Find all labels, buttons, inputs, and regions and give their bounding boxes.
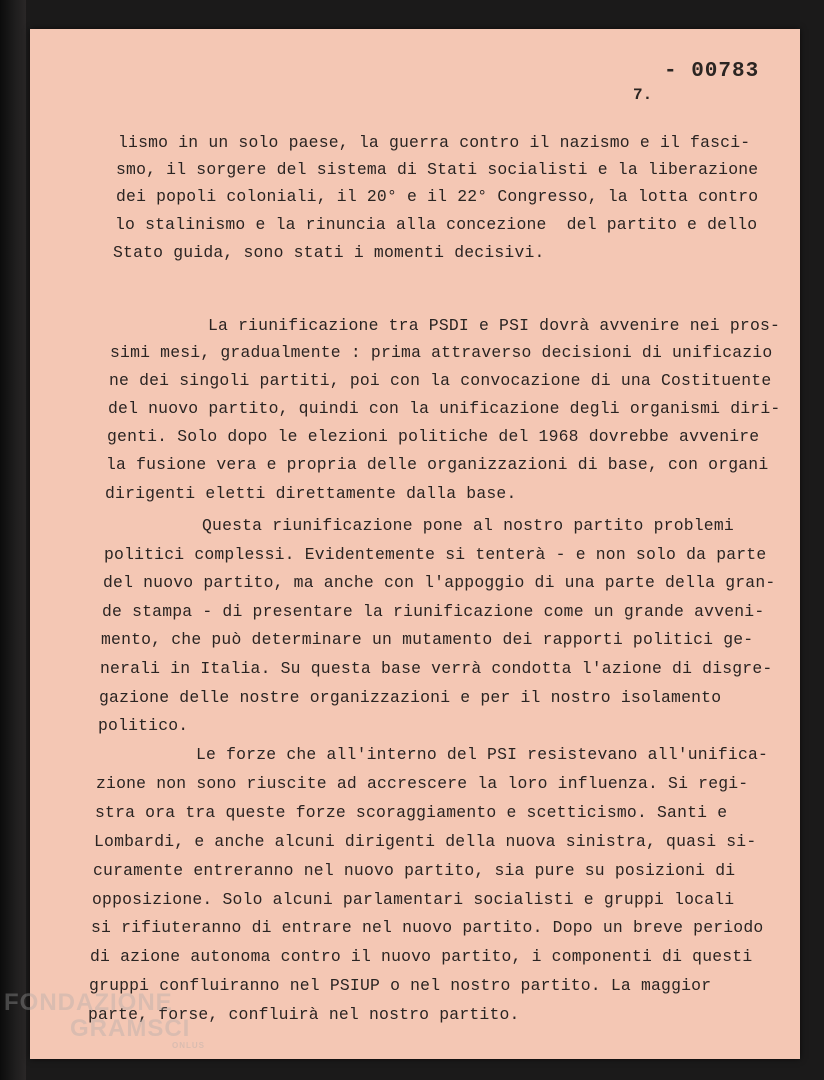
binder-edge [0, 0, 26, 1080]
text-line: la fusione vera e propria delle organizzazioni di base, con organi [106, 455, 769, 474]
text-line: nerali in Italia. Su questa base verrà condotta l'azione di disgre- [100, 659, 773, 678]
text-line: La riunificazione tra PSDI e PSI dovrà avvenire nei pros- [208, 316, 781, 335]
text-line: Lombardi, e anche alcuni dirigenti della nuova sinistra, quasi si- [94, 832, 757, 851]
text-line: parte, forse, confluirà nel nostro partito. [88, 1005, 520, 1024]
watermark-line-3: ONLUS [172, 1041, 205, 1050]
text-line: opposizione. Solo alcuni parlamentari socialisti e gruppi locali [92, 890, 735, 909]
text-line: del nuovo partito, ma anche con l'appoggio di una parte della gran- [103, 573, 776, 592]
text-line: si rifiuteranno di entrare nel nuovo partito. Dopo un breve periodo [91, 918, 764, 937]
text-line: dei popoli coloniali, il 20° e il 22° Congresso, la lotta contro [116, 187, 759, 206]
text-line: politico. [98, 716, 189, 735]
text-line: zione non sono riuscite ad accrescere la loro influenza. Si regi- [96, 774, 749, 793]
text-line: simi mesi, gradualmente : prima attraverso decisioni di unificazio [110, 343, 773, 362]
text-line: lismo in un solo paese, la guerra contro il nazismo e il fasci- [118, 133, 751, 152]
watermark-line-1: FONDAZIONE [4, 989, 173, 1016]
text-line: gruppi confluiranno nel PSIUP o nel nostro partito. La maggior [89, 976, 712, 995]
text-line: de stampa - di presentare la riunificazione come un grande avveni- [102, 602, 765, 621]
text-line: del nuovo partito, quindi con la unificazione degli organismi diri- [108, 399, 781, 418]
text-line: ne dei singoli partiti, poi con la convocazione di una Costituente [109, 371, 772, 390]
text-line: lo stalinismo e la rinuncia alla concezione del partito e dello [115, 215, 758, 234]
text-line: smo, il sorgere del sistema di Stati socialisti e la liberazione [116, 160, 759, 179]
text-line: di azione autonoma contro il nuovo partito, i componenti di questi [90, 947, 753, 966]
text-line: mento, che può determinare un mutamento dei rapporti politici ge- [101, 630, 754, 649]
text-line: stra ora tra queste forze scoraggiamento e scetticismo. Santi e [95, 803, 728, 822]
text-line: gazione delle nostre organizzazioni e per il nostro isolamento [99, 688, 722, 707]
page-number: 7. [633, 86, 653, 104]
text-line: curamente entreranno nel nuovo partito, sia pure su posizioni di [93, 861, 736, 880]
text-line: dirigenti eletti direttamente dalla base. [105, 484, 517, 503]
text-line: Stato guida, sono stati i momenti decisivi. [113, 243, 545, 262]
text-line: genti. Solo dopo le elezioni politiche del 1968 dovrebbe avvenire [107, 427, 760, 446]
text-line: Questa riunificazione pone al nostro partito problemi [202, 516, 734, 535]
archive-number: - 00783 [664, 60, 760, 83]
text-line: politici complessi. Evidentemente si tenterà - e non solo da parte [104, 545, 767, 564]
text-line: Le forze che all'interno del PSI resistevano all'unifica- [196, 745, 769, 764]
fondazione-gramsci-watermark [4, 990, 205, 1050]
watermark-line-2: GRAMSCI [70, 1015, 191, 1042]
